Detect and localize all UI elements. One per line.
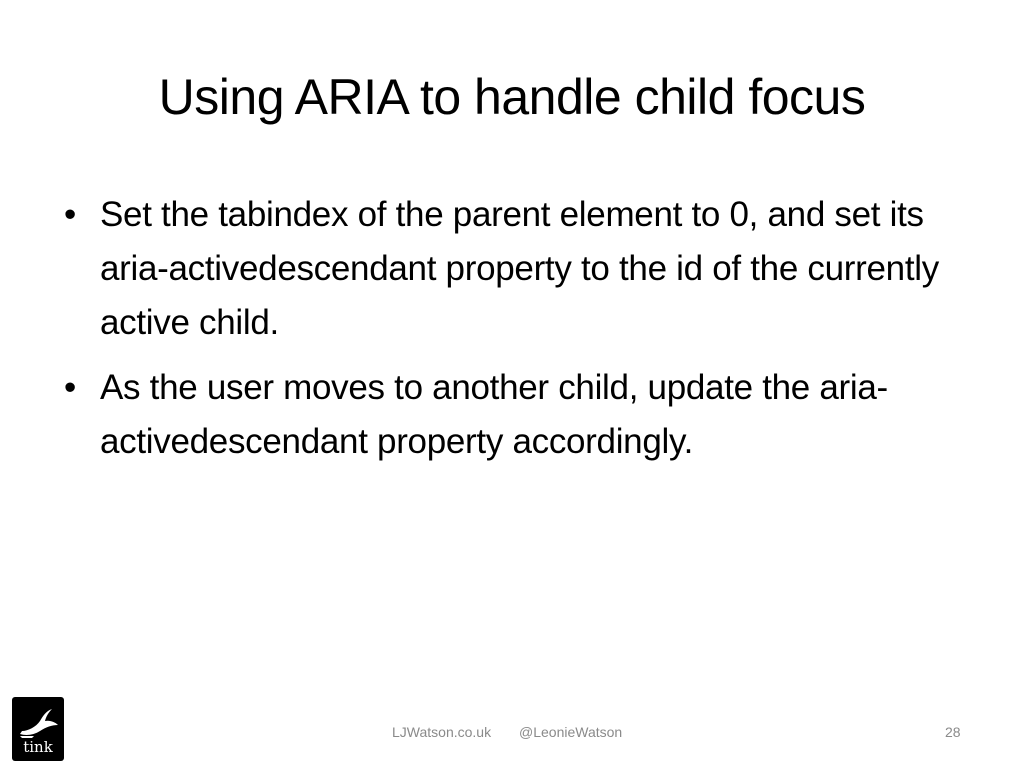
- bullet-text: As the user moves to another child, update the aria-activedescendant property accordingly.: [100, 368, 888, 461]
- bullet-list: [60, 188, 960, 480]
- bullet-text: Set the tabindex of the parent element to 0, and set its aria-activedescendant property to the id of the currently active child.: [100, 195, 939, 342]
- bullet-item: [60, 361, 960, 469]
- footer-site: LJWatson.co.uk: [392, 724, 492, 740]
- tink-logo: [12, 697, 64, 761]
- bullet-item: [60, 188, 960, 350]
- footer-handle: @LeonieWatson: [519, 724, 623, 740]
- page-number: 28: [945, 724, 961, 740]
- slide-title: Using ARIA to handle child focus: [158, 69, 866, 125]
- bullet-marker: •: [64, 195, 76, 234]
- bullet-marker: •: [64, 368, 76, 407]
- logo-text: tink: [23, 738, 53, 756]
